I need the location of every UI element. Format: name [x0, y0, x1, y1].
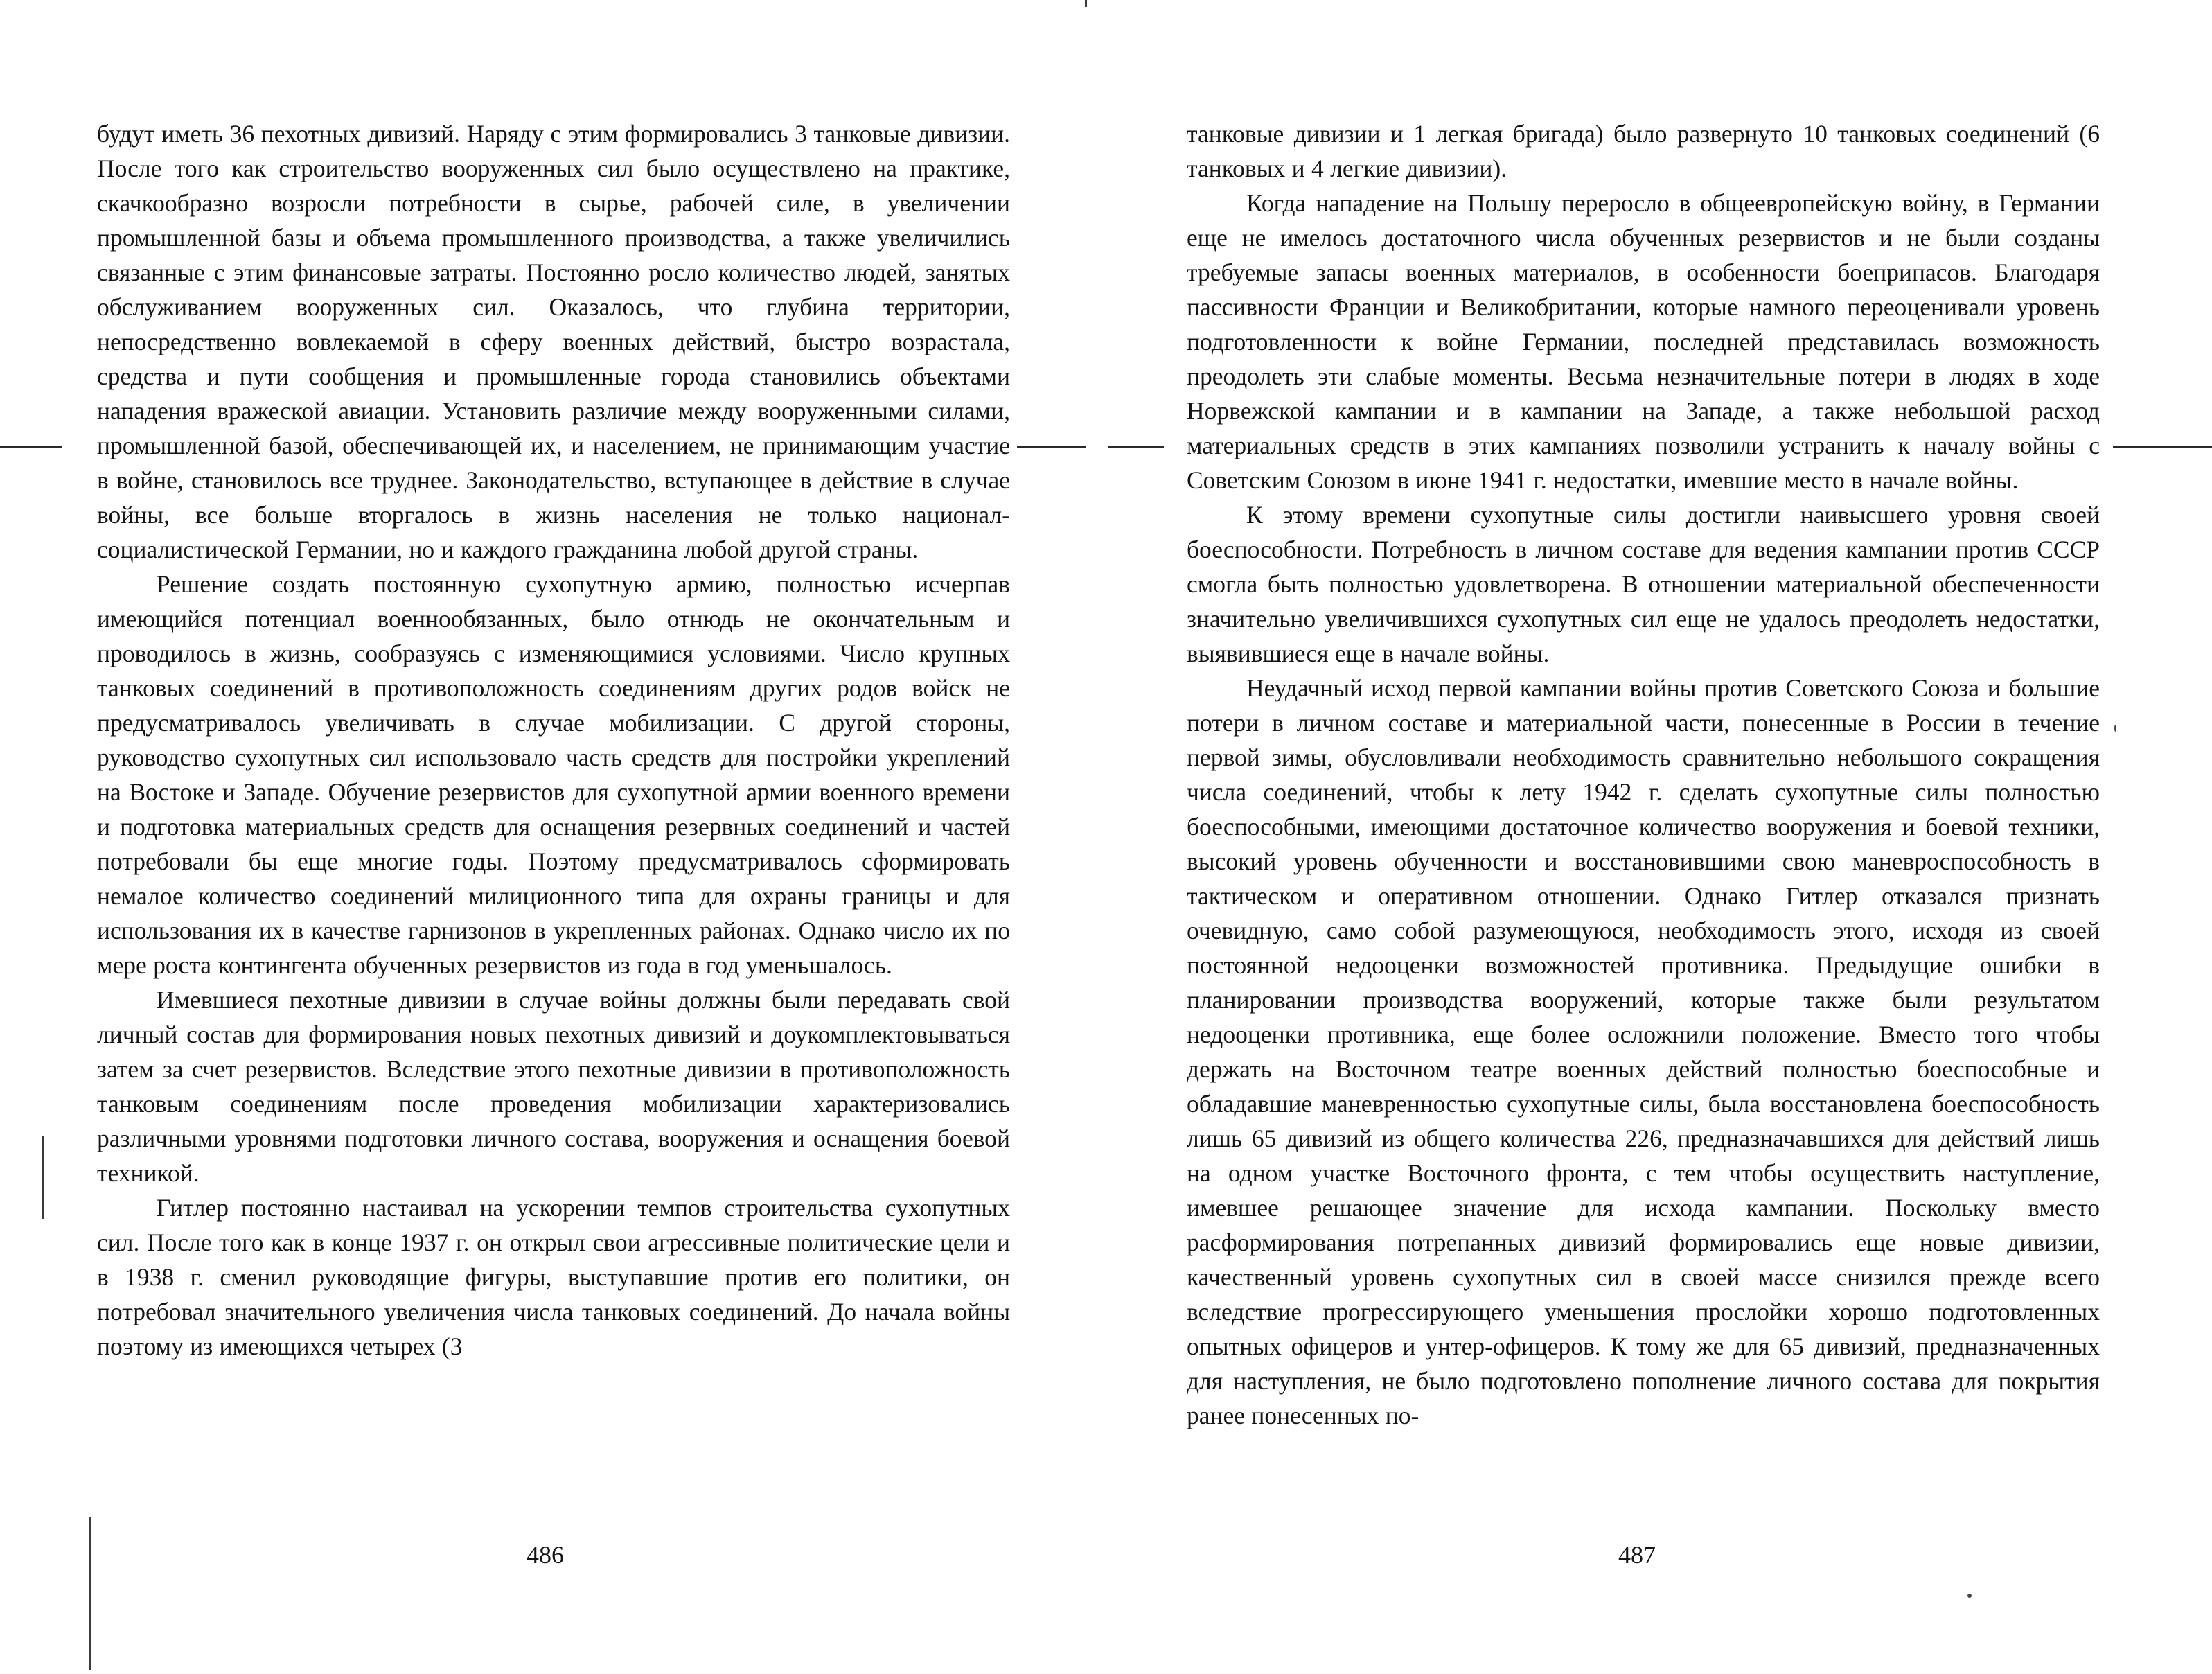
- right-page-number: 487: [1618, 1541, 1656, 1569]
- left-edge-shadow-lower: [89, 1517, 91, 1670]
- right-margin-fold-mark: [2113, 446, 2212, 448]
- scan-speck: [1967, 1594, 1972, 1598]
- left-paragraph-2: Решение создать постоянную сухопутную армию, полностью исчерпав имеющийся потенциал военнообязанных, было отнюдь не окончательным и проводилось в жизнь, сообразуясь с изменяющимися условиями. Число крупных танковых соединений в противоположность соединениям других родов войск не предусматривалось увеличивать в случае мобилизации. С другой стороны, руководство сухопутных сил использовало часть средств для постройки укреплений на Востоке и Западе. Обучение резервистов для сухопутной армии военного времени и подготовка материальных средств для оснащения резервных соединений и частей потребовали бы еще многие годы. Поэтому предусматривалось сформировать немалое количество соединений милиционного типа для охраны границы и для использования их в качестве гарнизонов в укрепленных районах. Однако число их по мере роста контингента обученных резервистов из года в год уменьшалось.: [97, 570, 1010, 979]
- left-edge-shadow: [42, 1136, 44, 1219]
- right-paragraph-3: К этому времени сухопутные силы достигли наивысшего уровня своей боеспособности. Потребность в личном составе для ведения кампании против СССР смогла быть полностью удовлетворена. В отношении материальной обеспеченности значительно увеличившихся сухопутных сил еще не удалось преодолеть недостатки, выявившиеся еще в начале войны.: [1187, 501, 2100, 667]
- right-page: [1106, 0, 2212, 1674]
- right-page-text: [1187, 116, 2100, 1433]
- top-tick-mark: [1085, 0, 1087, 7]
- right-paragraph-1: танковые дивизии и 1 легкая бригада) было развернуто 10 танковых соединений (6 танковых и 4 легкие дивизии).: [1187, 120, 2100, 182]
- right-paragraph-2: Когда нападение на Польшу переросло в общеевропейскую войну, в Германии еще не имелось достаточного числа обученных резервистов и не были созданы требуемые запасы военных материалов, в особенности боеприпасов. Благодаря пассивности Франции и Великобритании, которые намного переоценивали уровень подготовленности к войне Германии, последней представилась возможность преодолеть эти слабые моменты. Весьма незначительные потери в людях в ходе Норвежской кампании и в кампании на Западе, а также небольшой расход материальных средств в этих кампаниях позволили устранить к началу войны с Советским Союзом в июне 1941 г. недостатки, имевшие место в начале войны.: [1187, 189, 2100, 494]
- gutter-fold-mark-right: [1108, 446, 1164, 448]
- left-paragraph-1: будут иметь 36 пехотных дивизий. Наряду с этим формировались 3 танковые дивизии. После того как строительство вооруженных сил было осуществлено на практике, скачкообразно возросли потребности в сырье, рабочей силе, в увеличении промышленной базы и объема промышленного производства, а также увеличились связанные с этим финансовые затраты. Постоянно росло количество людей, занятых обслуживанием вооруженных сил. Оказалось, что глубина территории, непосредственно вовлекаемой в сферу военных действий, быстро возрастала, средства и пути сообщения и промышленные города становились объектами нападения вражеской авиации. Установить различие между вооруженными силами, промышленной базой, обеспечивающей их, и населением, не принимающим участие в войне, становилось все труднее. Законодательство, вступающее в действие в случае войны, все больше вторгалось в жизнь населения не только национал-социалистической Германии, но и каждого гражданина любой другой страны.: [97, 120, 1010, 563]
- right-paragraph-4: Неудачный исход первой кампании войны против Советского Союза и большие потери в личном составе и материальной части, понесенные в России в течение первой зимы, обусловливали необходимость сравнительно небольшого сокращения числа соединений, чтобы к лету 1942 г. сделать сухопутные силы полностью боеспособными, имеющими достаточное количество вооружения и боевой техники, высокий уровень обученности и восстановившими свою маневроспособность в тактическом и оперативном отношении. Однако Гитлер отказался признать очевидную, само собой разумеющуюся, необходимость этого, исходя из своей постоянной недооценки возможностей противника. Предыдущие ошибки в планировании производства вооружений, которые также были результатом недооценки противника, еще более осложнили положение. Вместо того чтобы держать на Восточном театре военных действий полностью боеспособные и обладавшие маневренностью сухопутные силы, была восстановлена боеспособность лишь 65 дивизий из общего количества 226, предназначавшихся для действий лишь на одном участке Восточного фронта, с тем чтобы осуществить наступление, имевшее решающее значение для исхода кампании. Поскольку вместо расформирования потрепанных дивизий формировались еще новые дивизии, качественный уровень сухопутных сил в своей массе снизился прежде всего вследствие прогрессирующего уменьшения прослойки хорошо подготовленных опытных офицеров и унтер-офицеров. К тому же для 65 дивизий, предназначенных для наступления, не было подготовлено пополнение личного состава для покрытия ранее понесенных по-: [1187, 674, 2100, 1429]
- left-page-number: 486: [527, 1541, 564, 1569]
- gutter-fold-mark-left: [1017, 446, 1086, 448]
- left-page-text: [97, 116, 1010, 1364]
- left-paragraph-4: Гитлер постоянно настаивал на ускорении темпов строительства сухопутных сил. После того как в конце 1937 г. он открыл свои агрессивные политические цели и в 1938 г. сменил руководящие фигуры, выступавшие против его политики, он потребовал значительного увеличения числа танковых соединений. До начала войны поэтому из имеющихся четырех (3: [97, 1194, 1010, 1360]
- left-paragraph-3: Имевшиеся пехотные дивизии в случае войны должны были передавать свой личный состав для формирования новых пехотных дивизий и доукомплектовываться затем за счет резервистов. Вследствие этого пехотные дивизии в противоположность танковым соединениям после проведения мобилизации характеризовались различными уровнями подготовки личного состава, вооружения и оснащения боевой техникой.: [97, 986, 1010, 1187]
- scan-speck: [2114, 725, 2116, 732]
- left-margin-fold-mark: [0, 446, 62, 448]
